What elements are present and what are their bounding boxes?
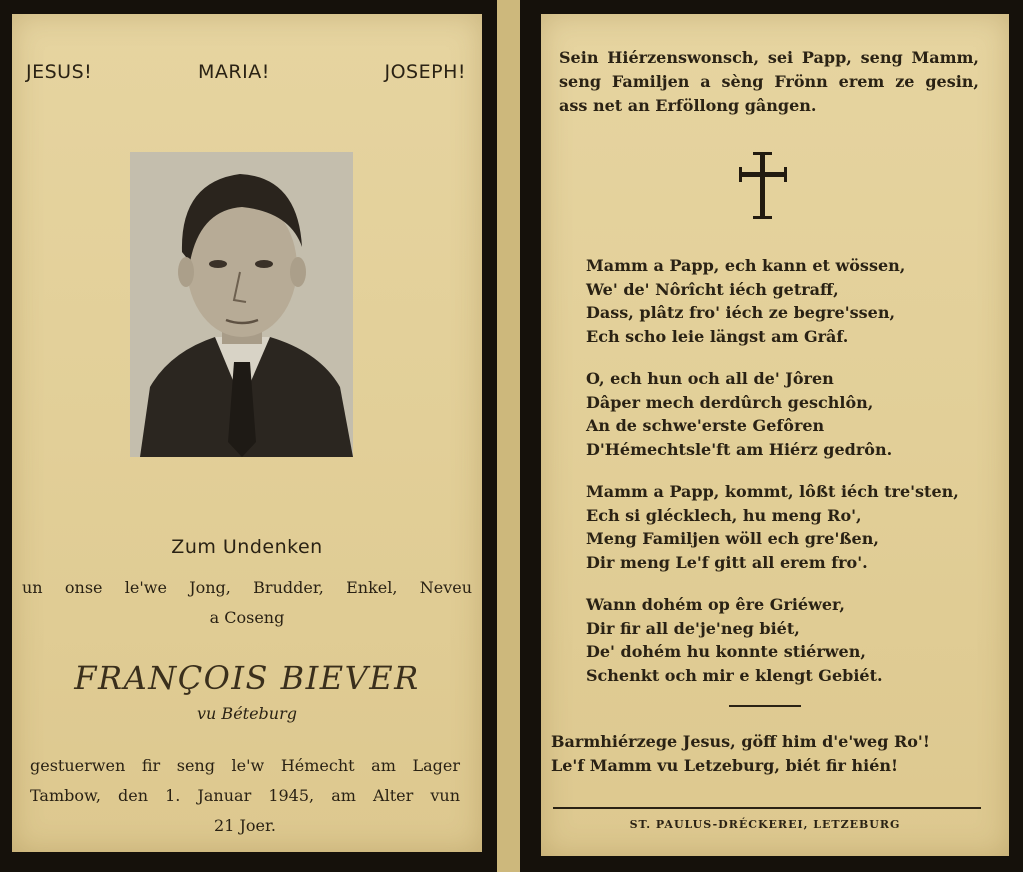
- poem-line: An de schwe'erste Gefôren: [586, 416, 825, 435]
- poem-stanza-2: [586, 367, 892, 461]
- prayer-line: Barmhiérzege Jesus, göff him d'e'weg Ro'!: [551, 732, 930, 751]
- poem-line: Dâper mech derdûrch geschlôn,: [586, 392, 874, 412]
- left-memorial-card: [12, 14, 482, 852]
- poem-line: We' de' Nôrîcht iéch getraff,: [586, 279, 839, 299]
- invocation-maria: MARIA!: [198, 61, 270, 83]
- origin-town: vu Béteburg: [197, 704, 297, 723]
- invocation-joseph: JOSEPH!: [384, 61, 466, 83]
- poem-line: Wann dohém op êre Griéwer,: [586, 595, 845, 614]
- right-memorial-card: [541, 14, 1009, 856]
- death-line-3: 21 Joer.: [214, 816, 276, 835]
- invocation-jesus: JESUS!: [26, 61, 93, 83]
- poem-stanza-1: [586, 254, 905, 348]
- poem-line: De' dohém hu konnte stiérwen,: [586, 642, 866, 661]
- intro-line: ass net an Erföllong gângen.: [559, 96, 817, 115]
- poem-line: Ech si glécklech, hu meng Ro',: [586, 505, 862, 525]
- poem-line: Dir fir all de'je'neg biét,: [586, 618, 800, 638]
- poem-line: Ech scho leie längst am Grâf.: [586, 326, 849, 346]
- poem-stanza-4: [586, 593, 883, 687]
- death-line-1: gestuerwen fir seng le'w Hémecht am Lager: [30, 756, 460, 775]
- divider-short: [729, 705, 801, 707]
- poem-stanza-3: [586, 480, 959, 574]
- prayer-line: Le'f Mamm vu Letzeburg, biét fir hién!: [551, 756, 899, 775]
- death-line-2: Tambow, den 1. Januar 1945, am Alter vun: [30, 786, 460, 805]
- relatives-line-2: a Coseng: [209, 608, 285, 627]
- poem-line: Dir meng Le'f gitt all erem fro'.: [586, 552, 868, 572]
- poem-line: O, ech hun och all de' Jôren: [586, 369, 834, 388]
- invocation-header: [26, 61, 466, 89]
- intro-line: Sein Hiérzenswonsch, sei Papp, seng Mamm,: [559, 48, 979, 67]
- relatives-line-1: un onse le'we Jong, Brudder, Enkel, Neveu: [22, 578, 472, 597]
- poem-line: Mamm a Papp, ech kann et wössen,: [586, 256, 906, 275]
- printer-credit: ST. PAULUS-DRÉCKEREI, LETZEBURG: [629, 818, 901, 831]
- in-memoriam-heading: Zum Undenken: [171, 536, 323, 558]
- closing-prayer: [551, 730, 930, 778]
- deceased-name: FRANÇOIS BIEVER: [74, 659, 420, 697]
- poem-line: D'Hémechtsle'ft am Hiérz gedrôn.: [586, 439, 893, 459]
- poem-line: Dass, plâtz fro' iéch ze begre'ssen,: [586, 303, 896, 322]
- intro-paragraph: [559, 46, 979, 118]
- poem-line: Schenkt och mir e klengt Gebiét.: [586, 665, 883, 685]
- divider-long: [553, 807, 981, 809]
- portrait-photo: [130, 152, 353, 457]
- latin-cross-icon: [739, 152, 787, 222]
- poem-line: Mamm a Papp, kommt, lôßt iéch tre'sten,: [586, 482, 959, 501]
- poem-line: Meng Familjen wöll ech gre'ßen,: [586, 529, 879, 548]
- intro-line: seng Familjen a sèng Frönn erem ze gesin,: [559, 72, 979, 91]
